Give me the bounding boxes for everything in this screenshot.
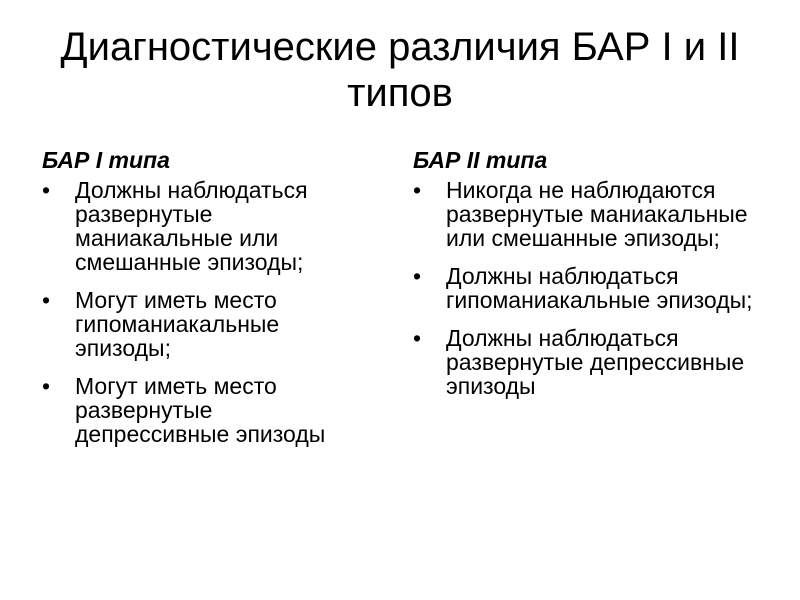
bullet-icon: •: [413, 263, 422, 289]
list-item-text: Должны наблюдаться гипоманиакальные эпизоды;: [446, 263, 753, 313]
bullet-icon: •: [413, 325, 422, 351]
list-item-text: Никогда не наблюдаются развернутые маниакальные или смешанные эпизоды;: [446, 177, 748, 251]
list-item: [42, 178, 372, 274]
list-item: [42, 288, 372, 360]
list-item: [413, 326, 758, 398]
list-item-text: Могут иметь место гипоманиакальные эпизоды;: [75, 287, 280, 361]
bullet-icon: •: [42, 177, 51, 203]
list-item: [413, 264, 758, 312]
right-bullet-list: [413, 178, 758, 398]
left-column: [42, 146, 372, 460]
list-item-text: Могут иметь место развернутые депрессивные эпизоды: [75, 373, 326, 447]
right-column-heading: БАР II типа: [413, 147, 548, 173]
bullet-icon: •: [42, 287, 51, 313]
bullet-icon: •: [42, 373, 51, 399]
list-item: [413, 178, 758, 250]
left-column-heading: БАР I типа: [42, 147, 170, 173]
left-bullet-list: [42, 178, 372, 446]
list-item-text: Должны наблюдаться развернутые маниакальные или смешанные эпизоды;: [75, 177, 308, 275]
right-column: [413, 146, 758, 412]
bullet-icon: •: [413, 177, 422, 203]
list-item: [42, 374, 372, 446]
list-item-text: Должны наблюдаться развернутые депрессивные эпизоды: [446, 325, 745, 399]
slide-title: Диагностические различия БАР I и II типов: [60, 25, 740, 115]
